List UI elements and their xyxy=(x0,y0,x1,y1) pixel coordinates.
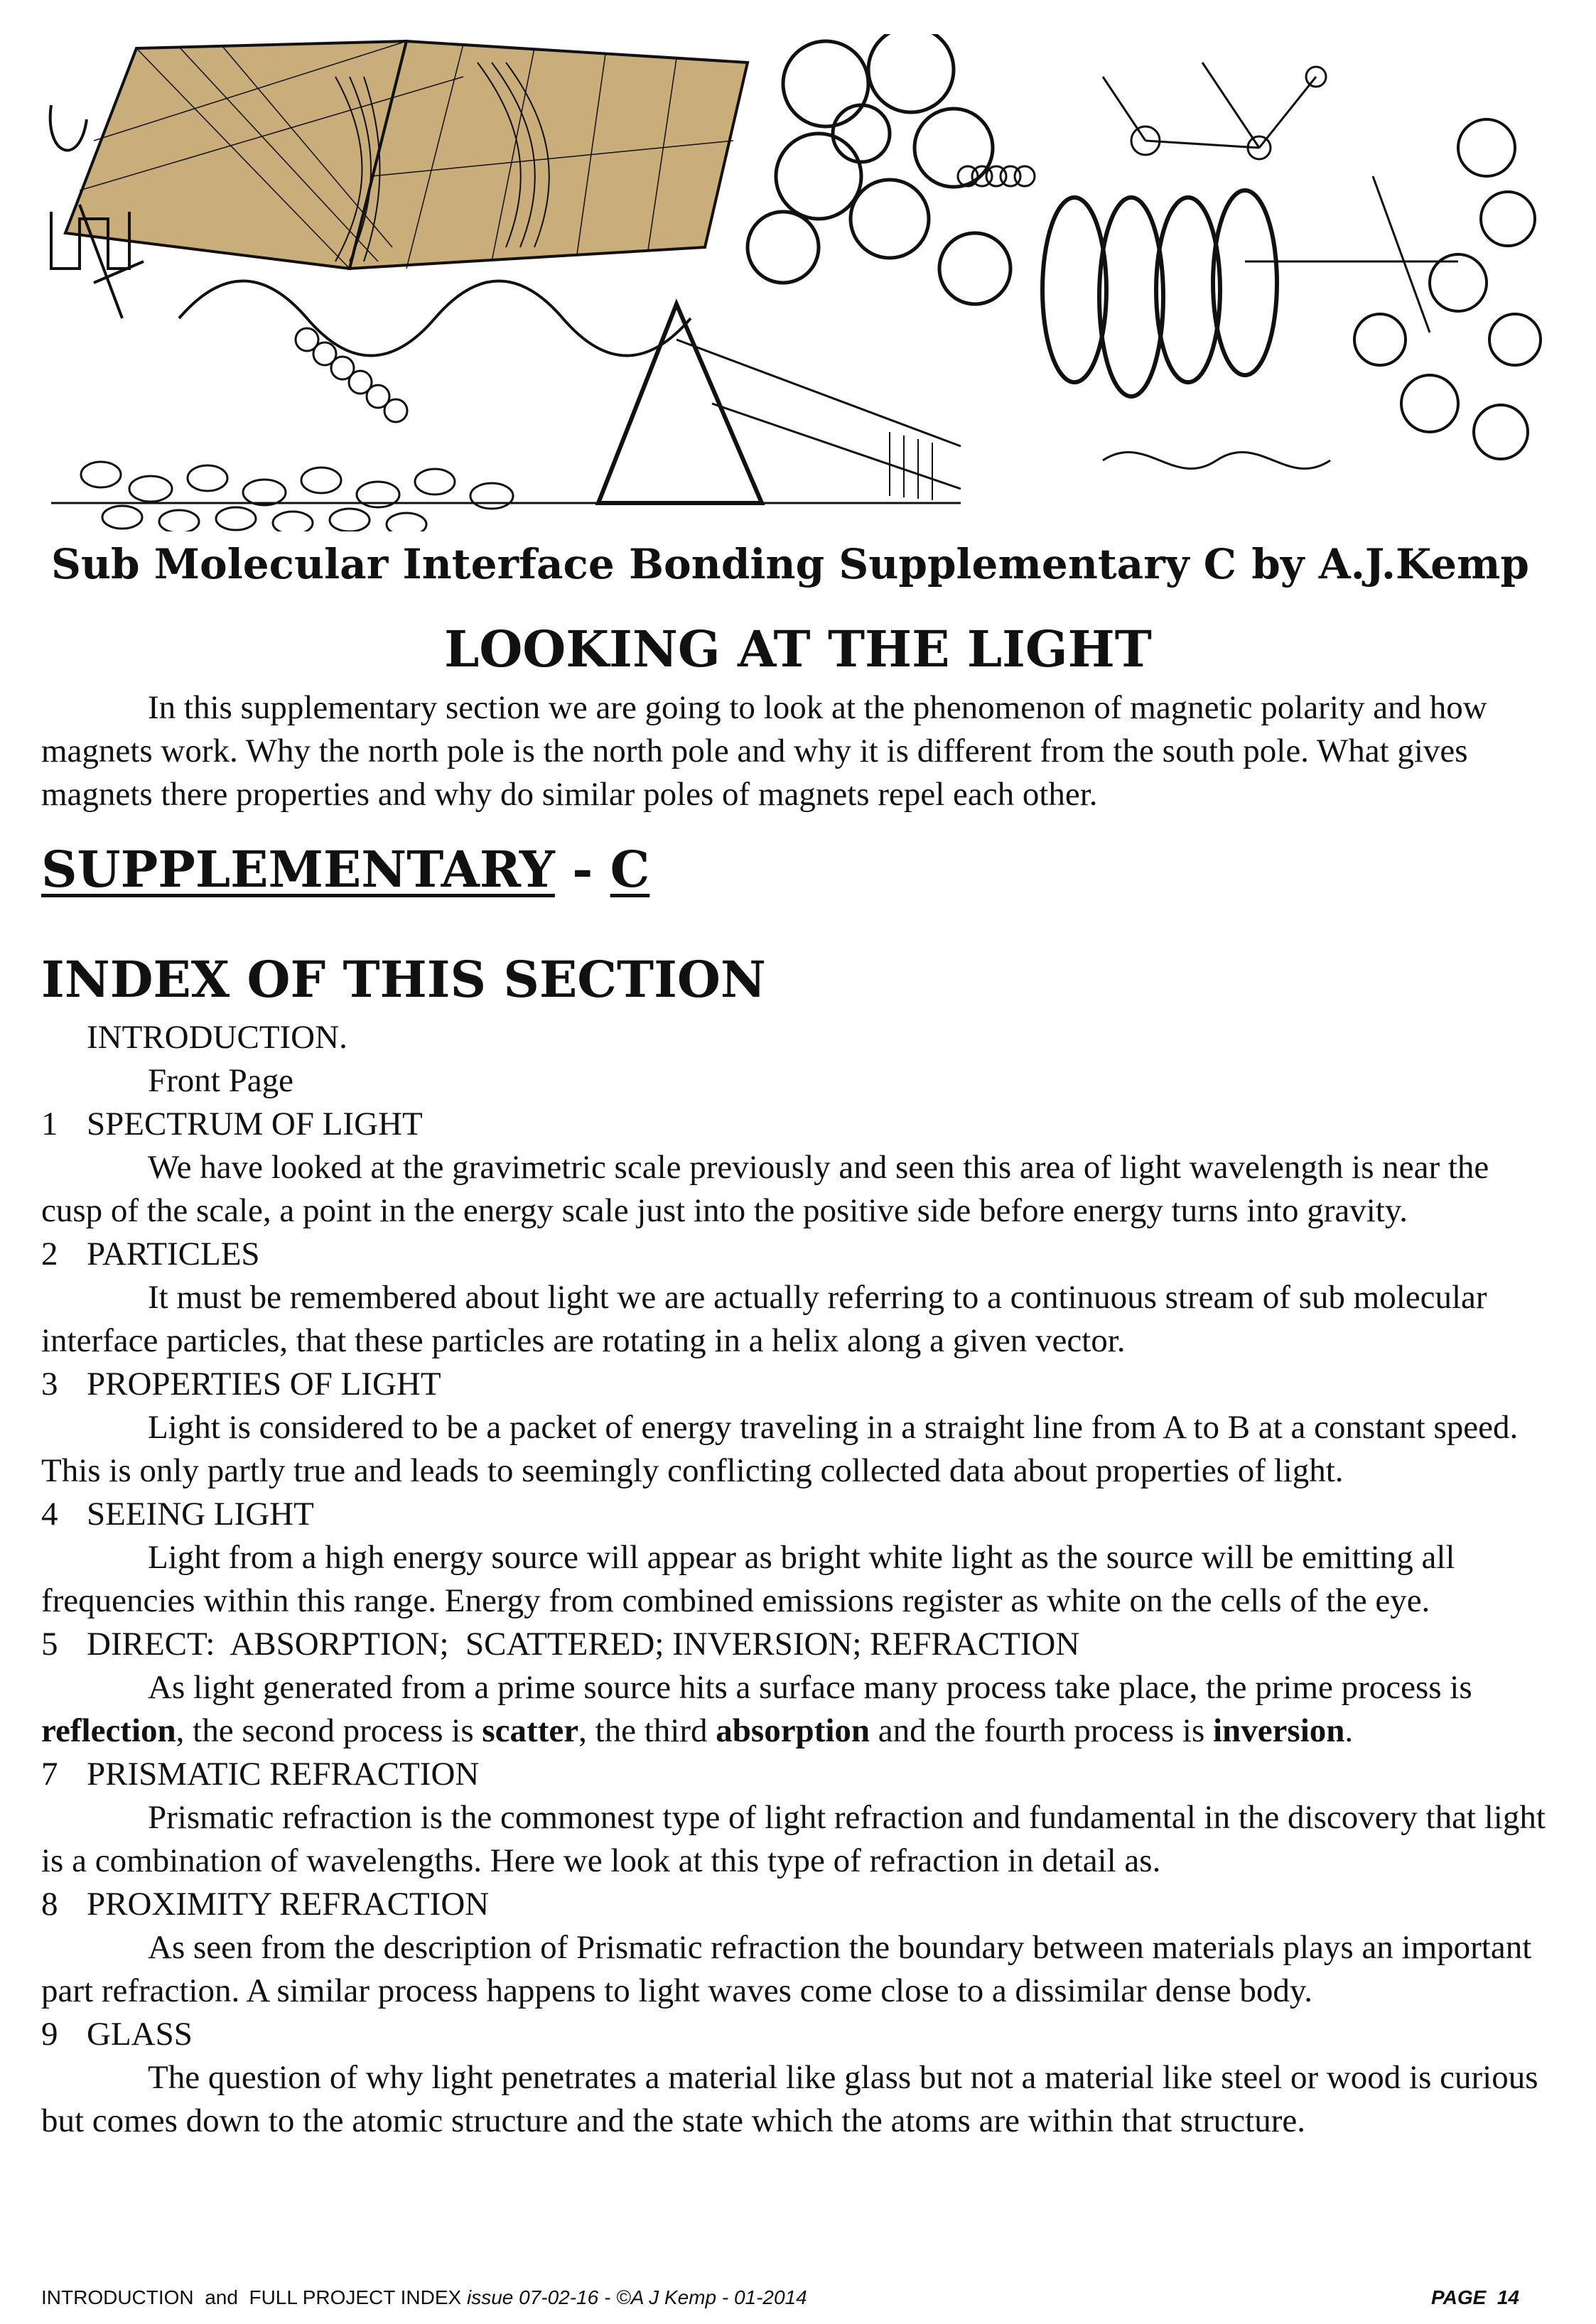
intro-paragraph xyxy=(41,686,1555,816)
index-entry-title: SEEING LIGHT xyxy=(87,1496,314,1533)
document-title: Sub Molecular Interface Bonding Supplementary C xyxy=(51,540,1236,588)
index-entry-description: The question of why light penetrates a material like glass but not a material like steel or wood is curious but comes down to the atomic structure and the state which the atoms are within that structure. xyxy=(41,2059,1538,2139)
index-entry xyxy=(41,2013,1555,2143)
index-entry-title: SPECTRUM OF LIGHT xyxy=(87,1106,423,1142)
section-index xyxy=(41,1016,1555,2143)
prism xyxy=(598,304,762,503)
desc-bold-term: scatter xyxy=(482,1712,579,1749)
index-entry xyxy=(41,1883,1555,2013)
index-entry-description xyxy=(41,1666,1555,1753)
desc-text: . xyxy=(1344,1712,1354,1749)
index-entry-title: PRISMATIC REFRACTION xyxy=(87,1756,480,1793)
index-heading: INDEX OF THIS SECTION xyxy=(41,950,766,1009)
index-entry-number: 8 xyxy=(41,1886,58,1923)
desc-bold-term: absorption xyxy=(716,1712,870,1749)
supplementary-separator: - xyxy=(554,840,610,899)
page-footer xyxy=(41,2286,1519,2315)
index-entry xyxy=(41,1233,1555,1363)
index-entry-description: Light is considered to be a packet of energy traveling in a straight line from A to B at a constant speed. This is only partly true and leads to seemingly conflicting collected data about properties of light. xyxy=(41,1409,1519,1489)
index-entry-number: 4 xyxy=(41,1496,58,1533)
index-entry-number: 1 xyxy=(41,1106,58,1142)
footer-issue: issue 07-02-16 - ©A J Kemp - 01-2014 xyxy=(467,2286,807,2308)
index-entry-number: 7 xyxy=(41,1756,58,1793)
desc-bold-term: reflection xyxy=(41,1712,176,1749)
index-entry xyxy=(41,1103,1555,1233)
index-entry xyxy=(41,1753,1555,1883)
index-entry xyxy=(41,1493,1555,1623)
footer-text xyxy=(41,2286,807,2309)
index-entry-number: 5 xyxy=(41,1626,58,1663)
index-entry-description: As seen from the description of Prismatic refraction the boundary between materials plays an important part refraction. A similar process happens to light waves come close to a dissimilar dense body. xyxy=(41,1929,1532,2009)
desc-text: As light generated from a prime source hits a surface many process take place, the prime process is xyxy=(148,1669,1472,1706)
index-intro-label: INTRODUCTION. xyxy=(87,1019,347,1056)
index-entry-title: GLASS xyxy=(87,2016,193,2053)
page-number: PAGE 14 xyxy=(1431,2286,1519,2308)
desc-text: and the fourth process is xyxy=(870,1712,1213,1749)
desc-text: , the third xyxy=(578,1712,716,1749)
index-entry-title: PARTICLES xyxy=(87,1236,260,1272)
intro-text: In this supplementary section we are going to look at the phenomenon of magnetic polarity and how magnets work. Why the north pole is the north pole and why it is different from the south pole. What gives magnets there properties and why do similar poles of magnets repel each other. xyxy=(41,689,1487,813)
page-title: LOOKING AT THE LIGHT xyxy=(444,620,1152,679)
tan-plane-right xyxy=(350,41,748,269)
supplementary-letter: C xyxy=(610,840,650,899)
supplementary-label: SUPPLEMENTARY xyxy=(41,840,555,899)
document-header xyxy=(51,534,1529,598)
desc-bold-term: inversion xyxy=(1213,1712,1345,1749)
banner-illustration xyxy=(37,34,1554,531)
index-entry-description: Light from a high energy source will appear as bright white light as the source will be emitting all frequencies within this range. Energy from combined emissions register as white on the cells of the eye. xyxy=(41,1539,1455,1619)
index-entry-number: 9 xyxy=(41,2016,58,2053)
index-entry-title: PROXIMITY REFRACTION xyxy=(87,1886,490,1923)
index-front-page: Front Page xyxy=(148,1062,293,1099)
index-entry-description: We have looked at the gravimetric scale previously and seen this area of light wavelength is near the cusp of the scale, a point in the energy scale just into the positive side before energy turns into gravity. xyxy=(41,1149,1489,1229)
desc-text: , the second process is xyxy=(176,1712,482,1749)
supplementary-heading xyxy=(41,840,649,899)
index-entry-description: It must be remembered about light we are actually referring to a continuous stream of sub molecular interface particles, that these particles are rotating in a helix along a given vector. xyxy=(41,1279,1487,1359)
index-entry-title: DIRECT: ABSORPTION; SCATTERED; INVERSION; REFRACTION xyxy=(87,1626,1080,1663)
index-entry-description: Prismatic refraction is the commonest type of light refraction and fundamental in the discovery that light is a combination of wavelengths. Here we look at this type of refraction in detail as. xyxy=(41,1799,1546,1879)
index-entry xyxy=(41,1363,1555,1493)
index-entry-title: PROPERTIES OF LIGHT xyxy=(87,1366,441,1402)
index-entry-number: 2 xyxy=(41,1236,58,1272)
tan-plane-left xyxy=(65,41,406,269)
author-credit: by A.J.Kemp xyxy=(1251,540,1529,588)
index-entry xyxy=(41,1623,1555,1753)
footer-section-label: INTRODUCTION and FULL PROJECT INDEX xyxy=(41,2286,467,2308)
index-entry-number: 3 xyxy=(41,1366,58,1402)
